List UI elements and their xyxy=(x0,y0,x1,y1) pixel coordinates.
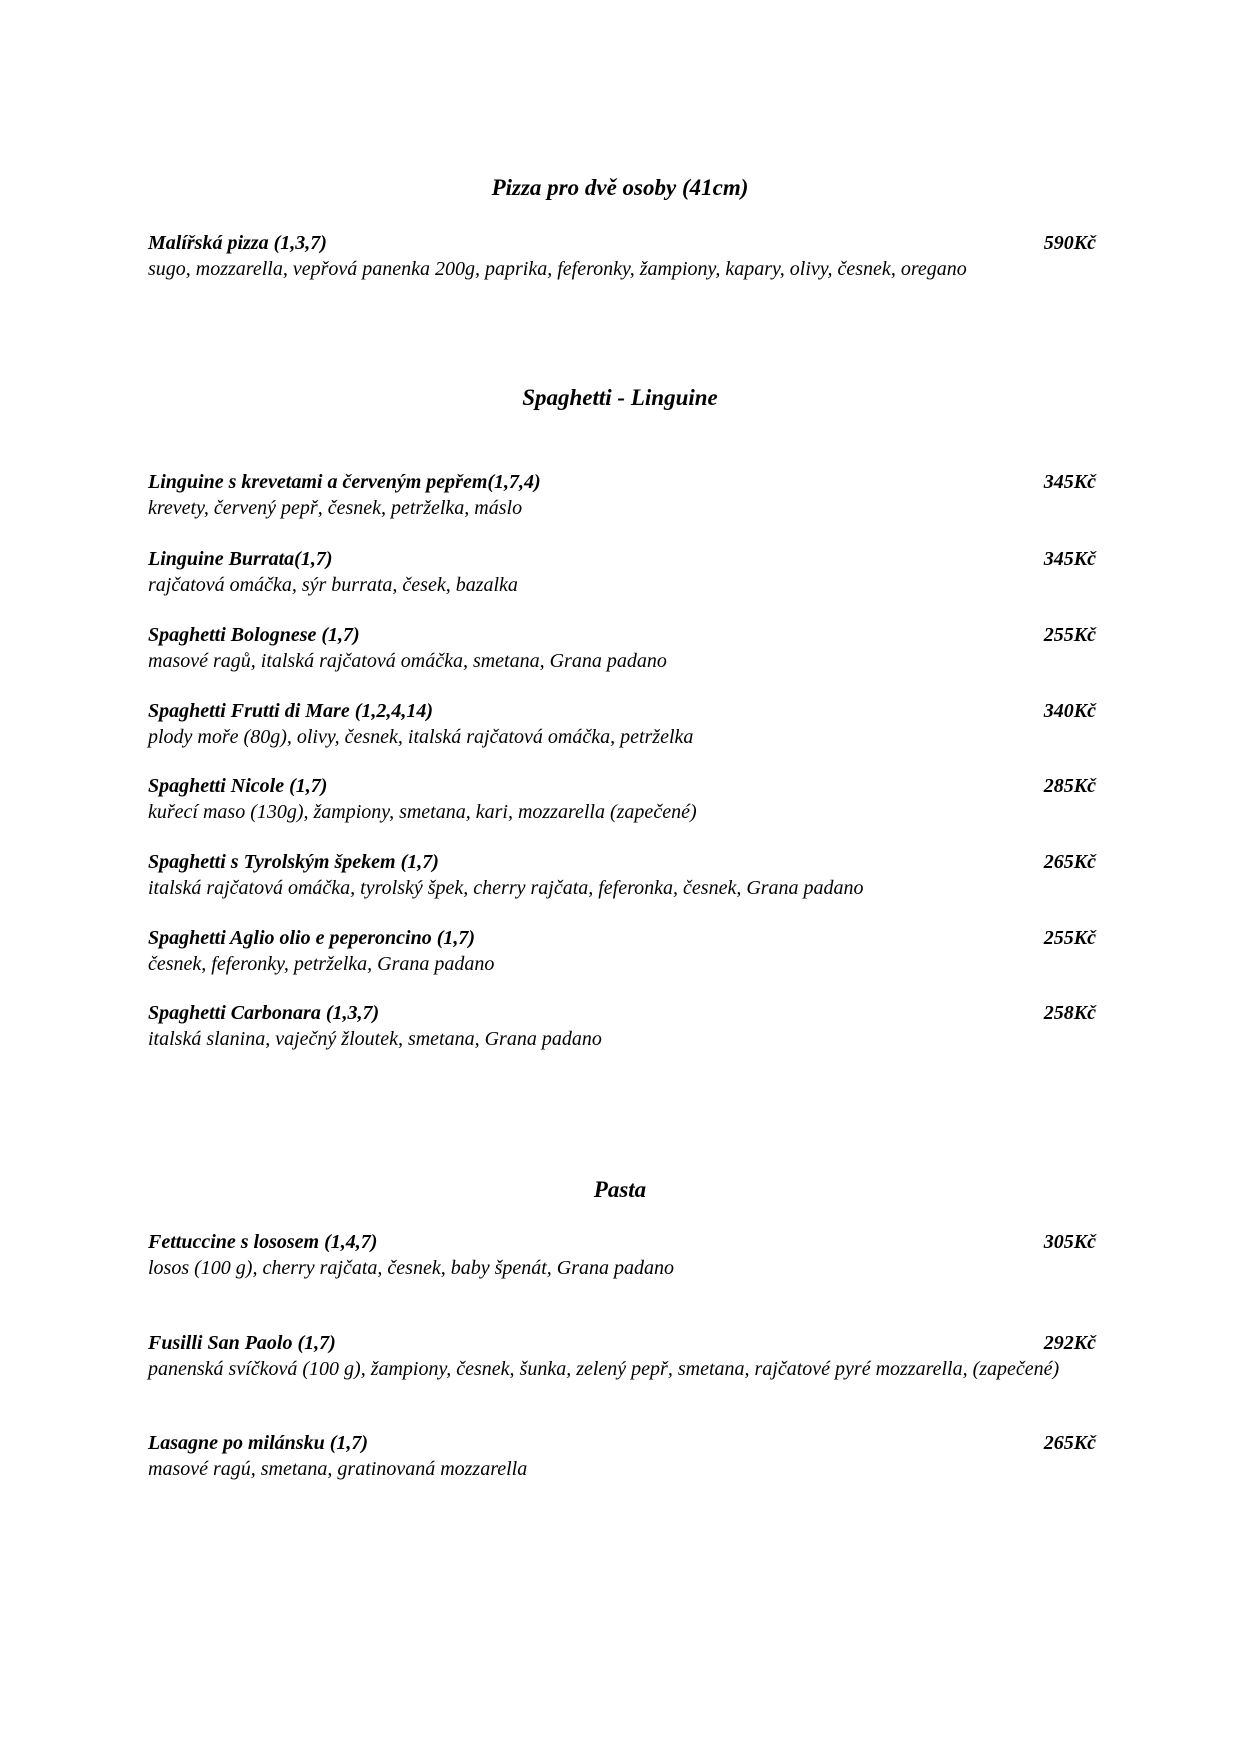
item-price: 345Kč xyxy=(1043,471,1096,493)
item-price: 255Kč xyxy=(1043,927,1096,949)
menu-item xyxy=(148,230,1096,282)
item-description: masové ragú, smetana, gratinovaná mozzarella xyxy=(148,1458,528,1480)
item-description: sugo, mozzarella, vepřová panenka 200g, paprika, feferonky, žampiony, kapary, olivy, česnek, oregano xyxy=(148,258,967,280)
section-title-pizza: Pizza pro dvě osoby (41cm) xyxy=(491,175,749,200)
menu-item xyxy=(148,1000,1096,1052)
menu-item xyxy=(148,1430,1096,1482)
item-description: losos (100 g), cherry rajčata, česnek, baby špenát, Grana padano xyxy=(148,1257,675,1279)
item-name: Spaghetti s Tyrolským špekem (1,7) xyxy=(148,851,439,873)
item-price: 265Kč xyxy=(1043,851,1096,873)
item-name: Malířská pizza (1,3,7) xyxy=(148,232,327,254)
item-name: Linguine s krevetami a červeným pepřem(1,7,4) xyxy=(148,471,541,493)
item-description: rajčatová omáčka, sýr burrata, česek, bazalka xyxy=(148,574,518,596)
item-description: masové ragů, italská rajčatová omáčka, smetana, Grana padano xyxy=(148,650,667,672)
item-name: Fettuccine s lososem (1,4,7) xyxy=(148,1231,378,1253)
item-price: 285Kč xyxy=(1043,775,1096,797)
item-price: 590Kč xyxy=(1043,232,1096,254)
menu-item xyxy=(148,698,1096,750)
item-description: krevety, červený pepř, česnek, petrželka, máslo xyxy=(148,497,523,519)
item-description: plody moře (80g), olivy, česnek, italská rajčatová omáčka, petrželka xyxy=(148,726,694,748)
item-price: 255Kč xyxy=(1043,624,1096,646)
menu-item xyxy=(148,773,1096,825)
menu-item xyxy=(148,469,1096,521)
item-name: Spaghetti Carbonara (1,3,7) xyxy=(148,1002,380,1024)
item-description: panenská svíčková (100 g), žampiony, česnek, šunka, zelený pepř, smetana, rajčatové pyré mozzarella, (zapečené) xyxy=(148,1358,1060,1380)
menu-item xyxy=(148,1330,1096,1382)
item-price: 258Kč xyxy=(1043,1002,1096,1024)
item-price: 265Kč xyxy=(1043,1432,1096,1454)
item-price: 292Kč xyxy=(1043,1332,1096,1354)
section-title-pasta: Pasta xyxy=(593,1177,647,1202)
menu-item xyxy=(148,622,1096,674)
item-description: kuřecí maso (130g), žampiony, smetana, kari, mozzarella (zapečené) xyxy=(148,801,697,823)
menu-item xyxy=(148,546,1096,598)
item-name: Spaghetti Bolognese (1,7) xyxy=(148,624,360,646)
item-name: Spaghetti Frutti di Mare (1,2,4,14) xyxy=(148,700,434,722)
item-price: 340Kč xyxy=(1043,700,1096,722)
item-name: Fusilli San Paolo (1,7) xyxy=(148,1332,336,1354)
item-description: česnek, feferonky, petrželka, Grana padano xyxy=(148,953,495,975)
item-name: Spaghetti Nicole (1,7) xyxy=(148,775,328,797)
item-name: Spaghetti Aglio olio e peperoncino (1,7) xyxy=(148,927,476,949)
menu-item xyxy=(148,849,1096,901)
item-description: italská rajčatová omáčka, tyrolský špek, cherry rajčata, feferonka, česnek, Grana padano xyxy=(148,877,864,899)
item-name: Linguine Burrata(1,7) xyxy=(148,548,333,570)
section-title-spaghetti-linguine: Spaghetti - Linguine xyxy=(522,385,718,410)
item-description: italská slanina, vaječný žloutek, smetana, Grana padano xyxy=(148,1028,602,1050)
menu-item xyxy=(148,925,1096,977)
item-name: Lasagne po milánsku (1,7) xyxy=(148,1432,369,1454)
item-price: 305Kč xyxy=(1043,1231,1096,1253)
menu-item xyxy=(148,1229,1096,1281)
item-price: 345Kč xyxy=(1043,548,1096,570)
